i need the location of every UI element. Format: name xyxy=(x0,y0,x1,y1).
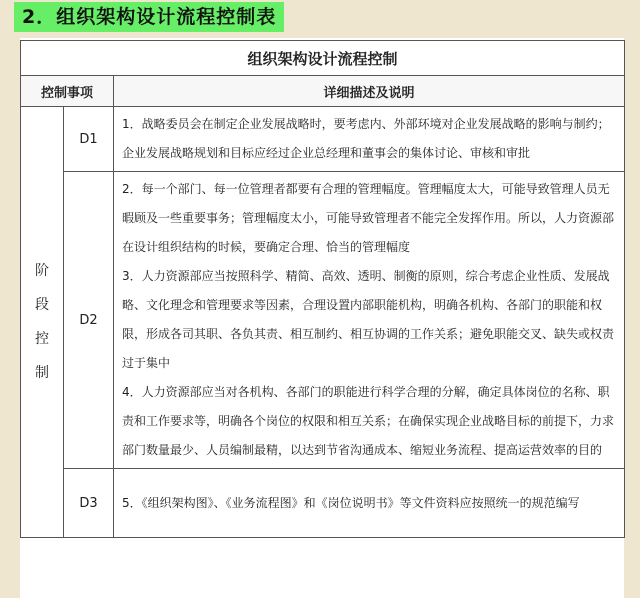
stage-char: 制 xyxy=(35,365,49,381)
table-row xyxy=(21,107,625,172)
control-table xyxy=(20,40,625,538)
row-code: D3 xyxy=(64,469,114,538)
description-item: 1．战略委员会在制定企业发展战略时，要考虑内、外部环境对企业发展战略的影响与制约；企业发展战略规划和目标应经过企业总经理和董事会的集体讨论、审核和审批 xyxy=(122,117,610,160)
row-code: D2 xyxy=(64,172,114,469)
row-description xyxy=(114,172,625,469)
header-detail-description: 详细描述及说明 xyxy=(114,76,625,107)
table-row xyxy=(21,469,625,538)
header-control-item: 控制事项 xyxy=(21,76,114,107)
stage-char: 段 xyxy=(35,297,49,313)
row-description xyxy=(114,469,625,538)
description-item: 5．《组织架构图》、《业务流程图》和《岗位说明书》等文件资料应按照统一的规范编写 xyxy=(122,495,580,510)
table-title: 组织架构设计流程控制 xyxy=(21,41,625,76)
table-row xyxy=(21,172,625,469)
row-description xyxy=(114,107,625,172)
row-code: D1 xyxy=(64,107,114,172)
description-item: 3．人力资源部应当按照科学、精简、高效、透明、制衡的原则，综合考虑企业性质、发展战略、文化理念和管理要求等因素，合理设置内部职能机构，明确各机构、各部门的职能和权限，形成各司其职、各负其责、相互制约、相互协调的工作关系；避免职能交叉、缺失或权责过于集中 xyxy=(122,269,615,370)
stage-control-cell xyxy=(21,107,64,538)
stage-char: 阶 xyxy=(35,263,49,279)
description-item: 4．人力资源部应当对各机构、各部门的职能进行科学合理的分解，确定具体岗位的名称、职责和工作要求等，明确各个岗位的权限和相互关系；在确保实现企业战略目标的前提下，力求部门数量最少、人员编制最精，以达到节省沟通成本、缩短业务流程、提高运营效率的目的 xyxy=(122,385,615,457)
description-item: 2．每一个部门、每一位管理者都要有合理的管理幅度。管理幅度太大，可能导致管理人员无暇顾及一些重要事务；管理幅度太小，可能导致管理者不能完全发挥作用。所以，人力资源部在设计组织结构的时候，要确定合理、恰当的管理幅度 xyxy=(122,182,615,254)
stage-char: 控 xyxy=(35,331,49,347)
section-heading: 2．组织架构设计流程控制表 xyxy=(14,2,284,32)
